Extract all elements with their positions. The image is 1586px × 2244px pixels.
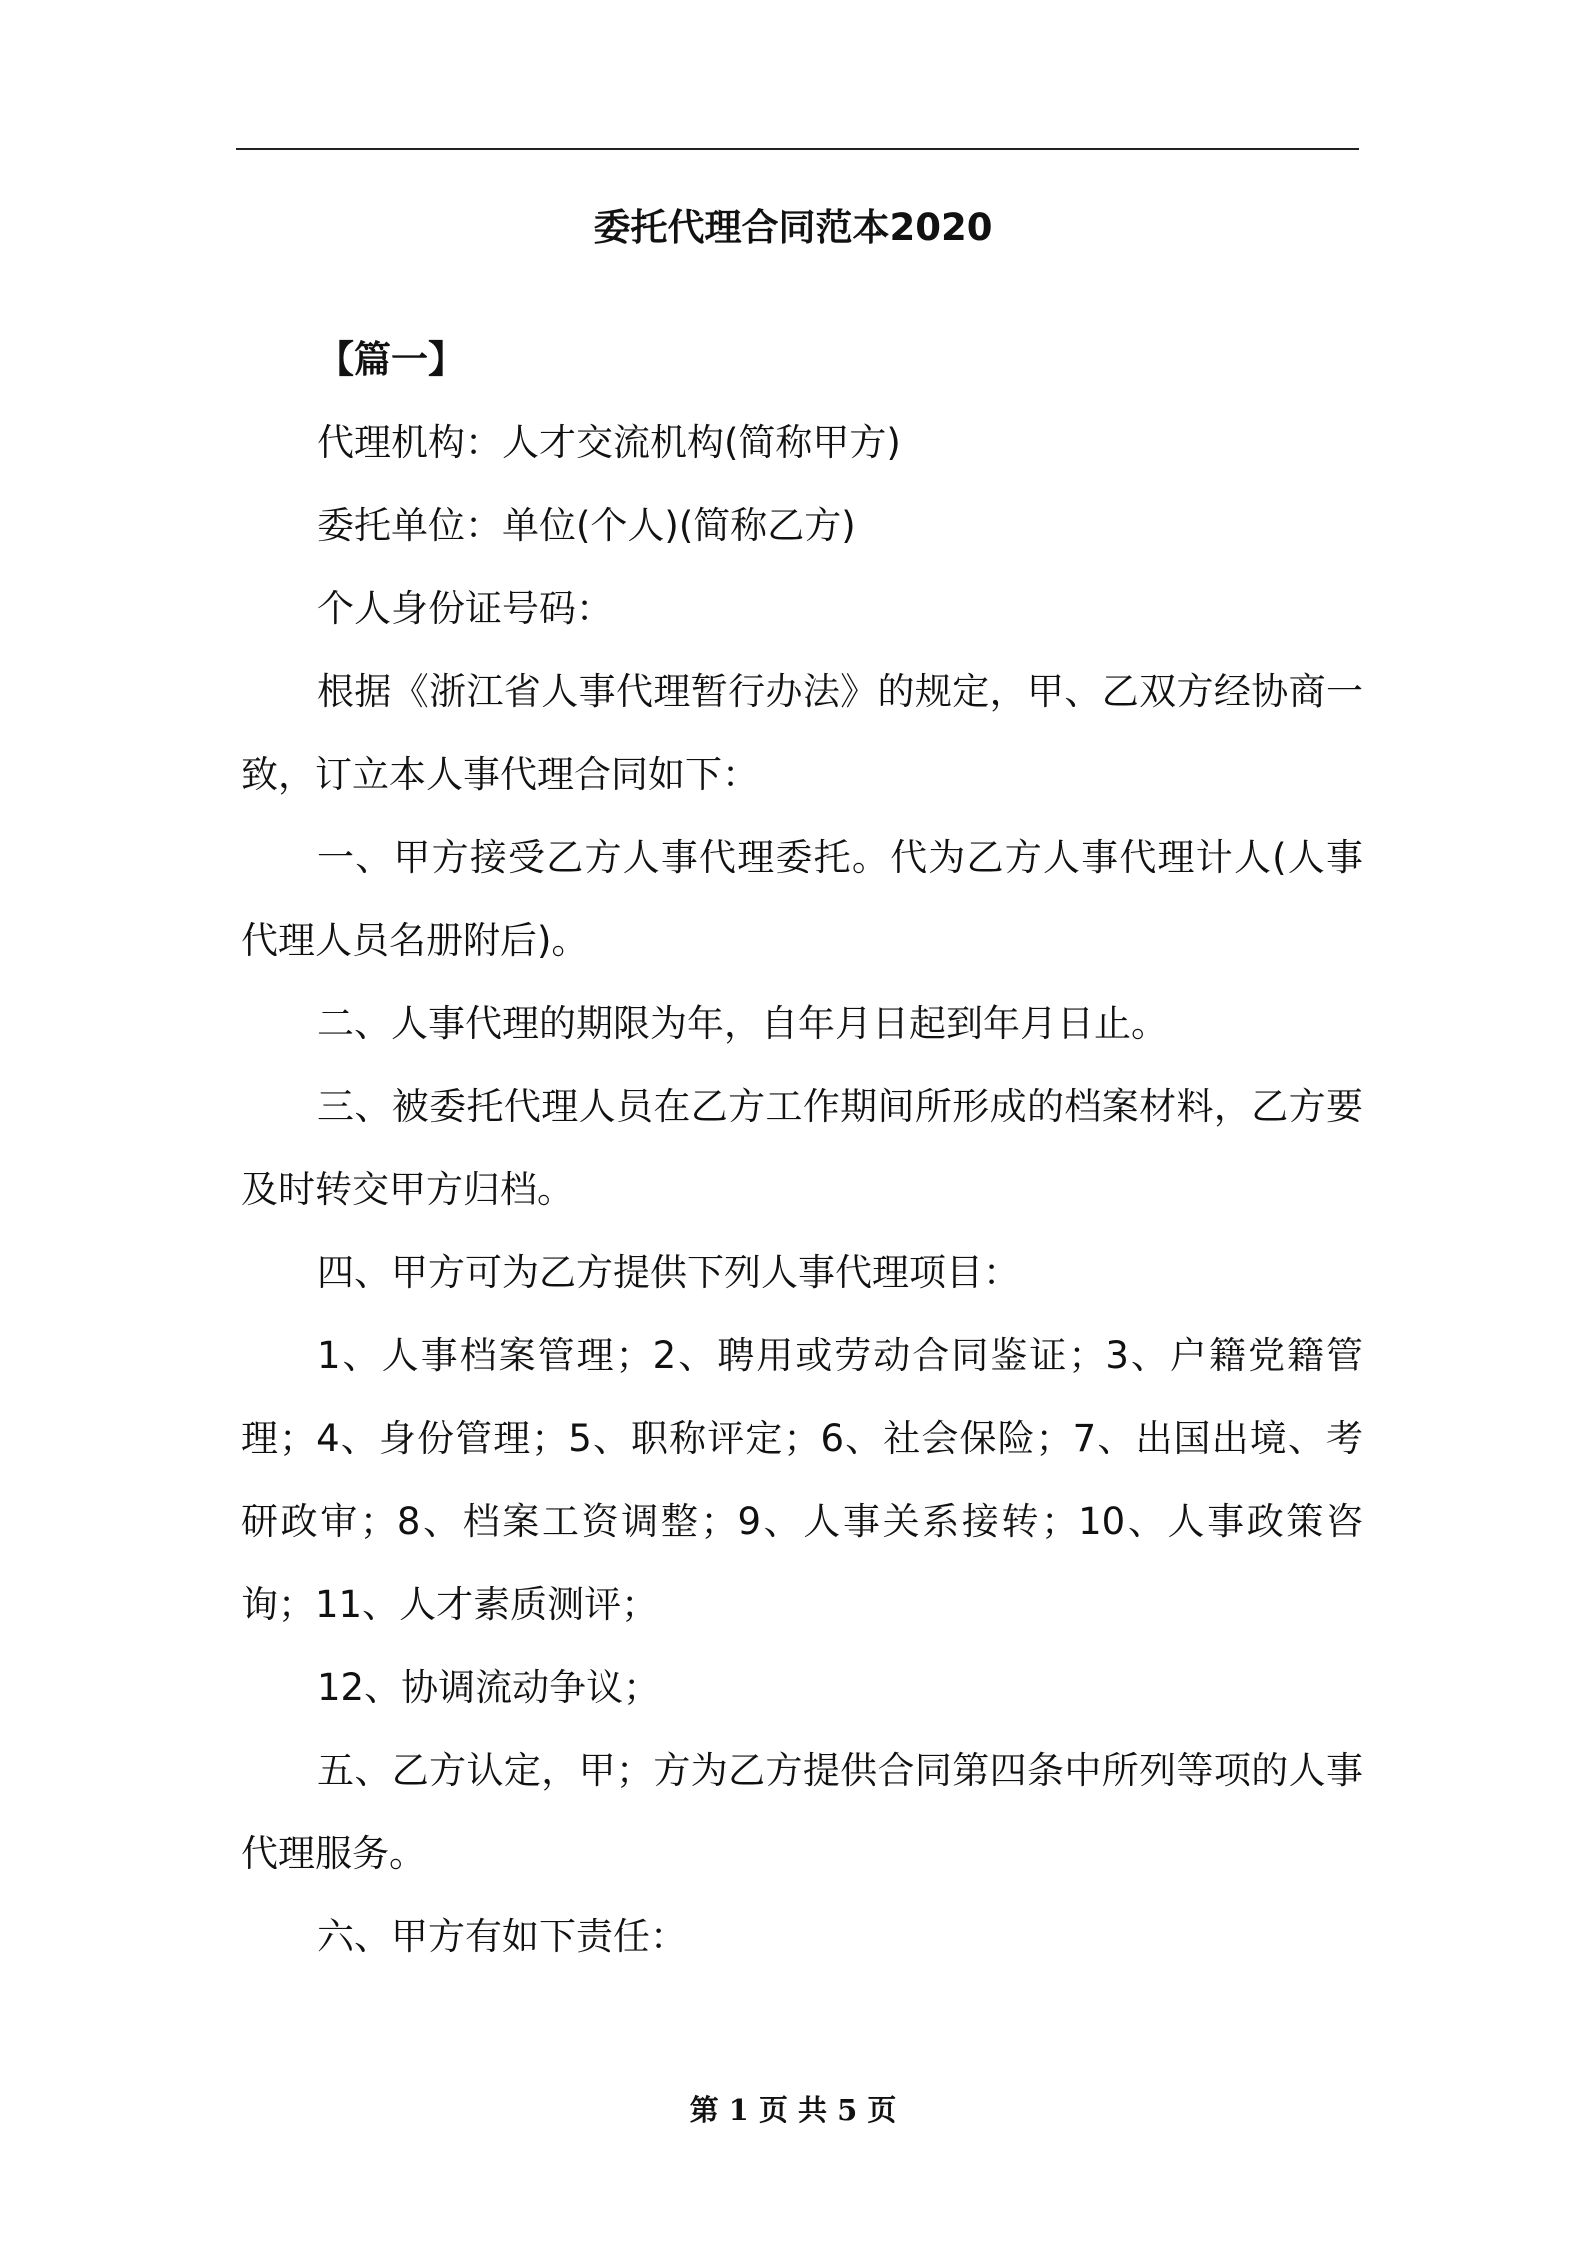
paragraph-agency: 代理机构：人才交流机构(简称甲方) <box>317 421 901 464</box>
paragraph-client: 委托单位：单位(个人)(简称乙方) <box>317 504 856 547</box>
clause-4: 四、甲方可为乙方提供下列人事代理项目： <box>317 1251 1020 1294</box>
page-number: 第 1 页 共 5 页 <box>689 2093 897 2127</box>
document-body <box>241 318 1363 1978</box>
clause-1: 一、甲方接受乙方人事代理委托。代为乙方人事代理计人(人事代理人员名册附后)。 <box>241 836 1363 962</box>
paragraph-id-number: 个人身份证号码： <box>317 587 613 630</box>
clause-2: 二、人事代理的期限为年，自年月日起到年月日止。 <box>317 1002 1168 1045</box>
clause-4-item-12: 12、协调流动争议； <box>317 1666 661 1709</box>
header-rule <box>236 148 1359 150</box>
clause-4-items: 1、人事档案管理；2、聘用或劳动合同鉴证；3、户籍党籍管理；4、身份管理；5、职称评定；6、社会保险；7、出国出境、考研政审；8、档案工资调整；9、人事关系接转；10、人事政策咨询；11、人才素质测评； <box>241 1334 1363 1626</box>
page-title: 委托代理合同范本2020 <box>593 206 993 249</box>
clause-6: 六、甲方有如下责任： <box>317 1915 687 1958</box>
clause-3: 三、被委托代理人员在乙方工作期间所形成的档案材料，乙方要及时转交甲方归档。 <box>241 1085 1363 1211</box>
section-heading: 【篇一】 <box>317 338 465 381</box>
paragraph-preamble: 根据《浙江省人事代理暂行办法》的规定，甲、乙双方经协商一致，订立本人事代理合同如下： <box>241 670 1363 796</box>
clause-5: 五、乙方认定，甲；方为乙方提供合同第四条中所列等项的人事代理服务。 <box>241 1749 1363 1875</box>
